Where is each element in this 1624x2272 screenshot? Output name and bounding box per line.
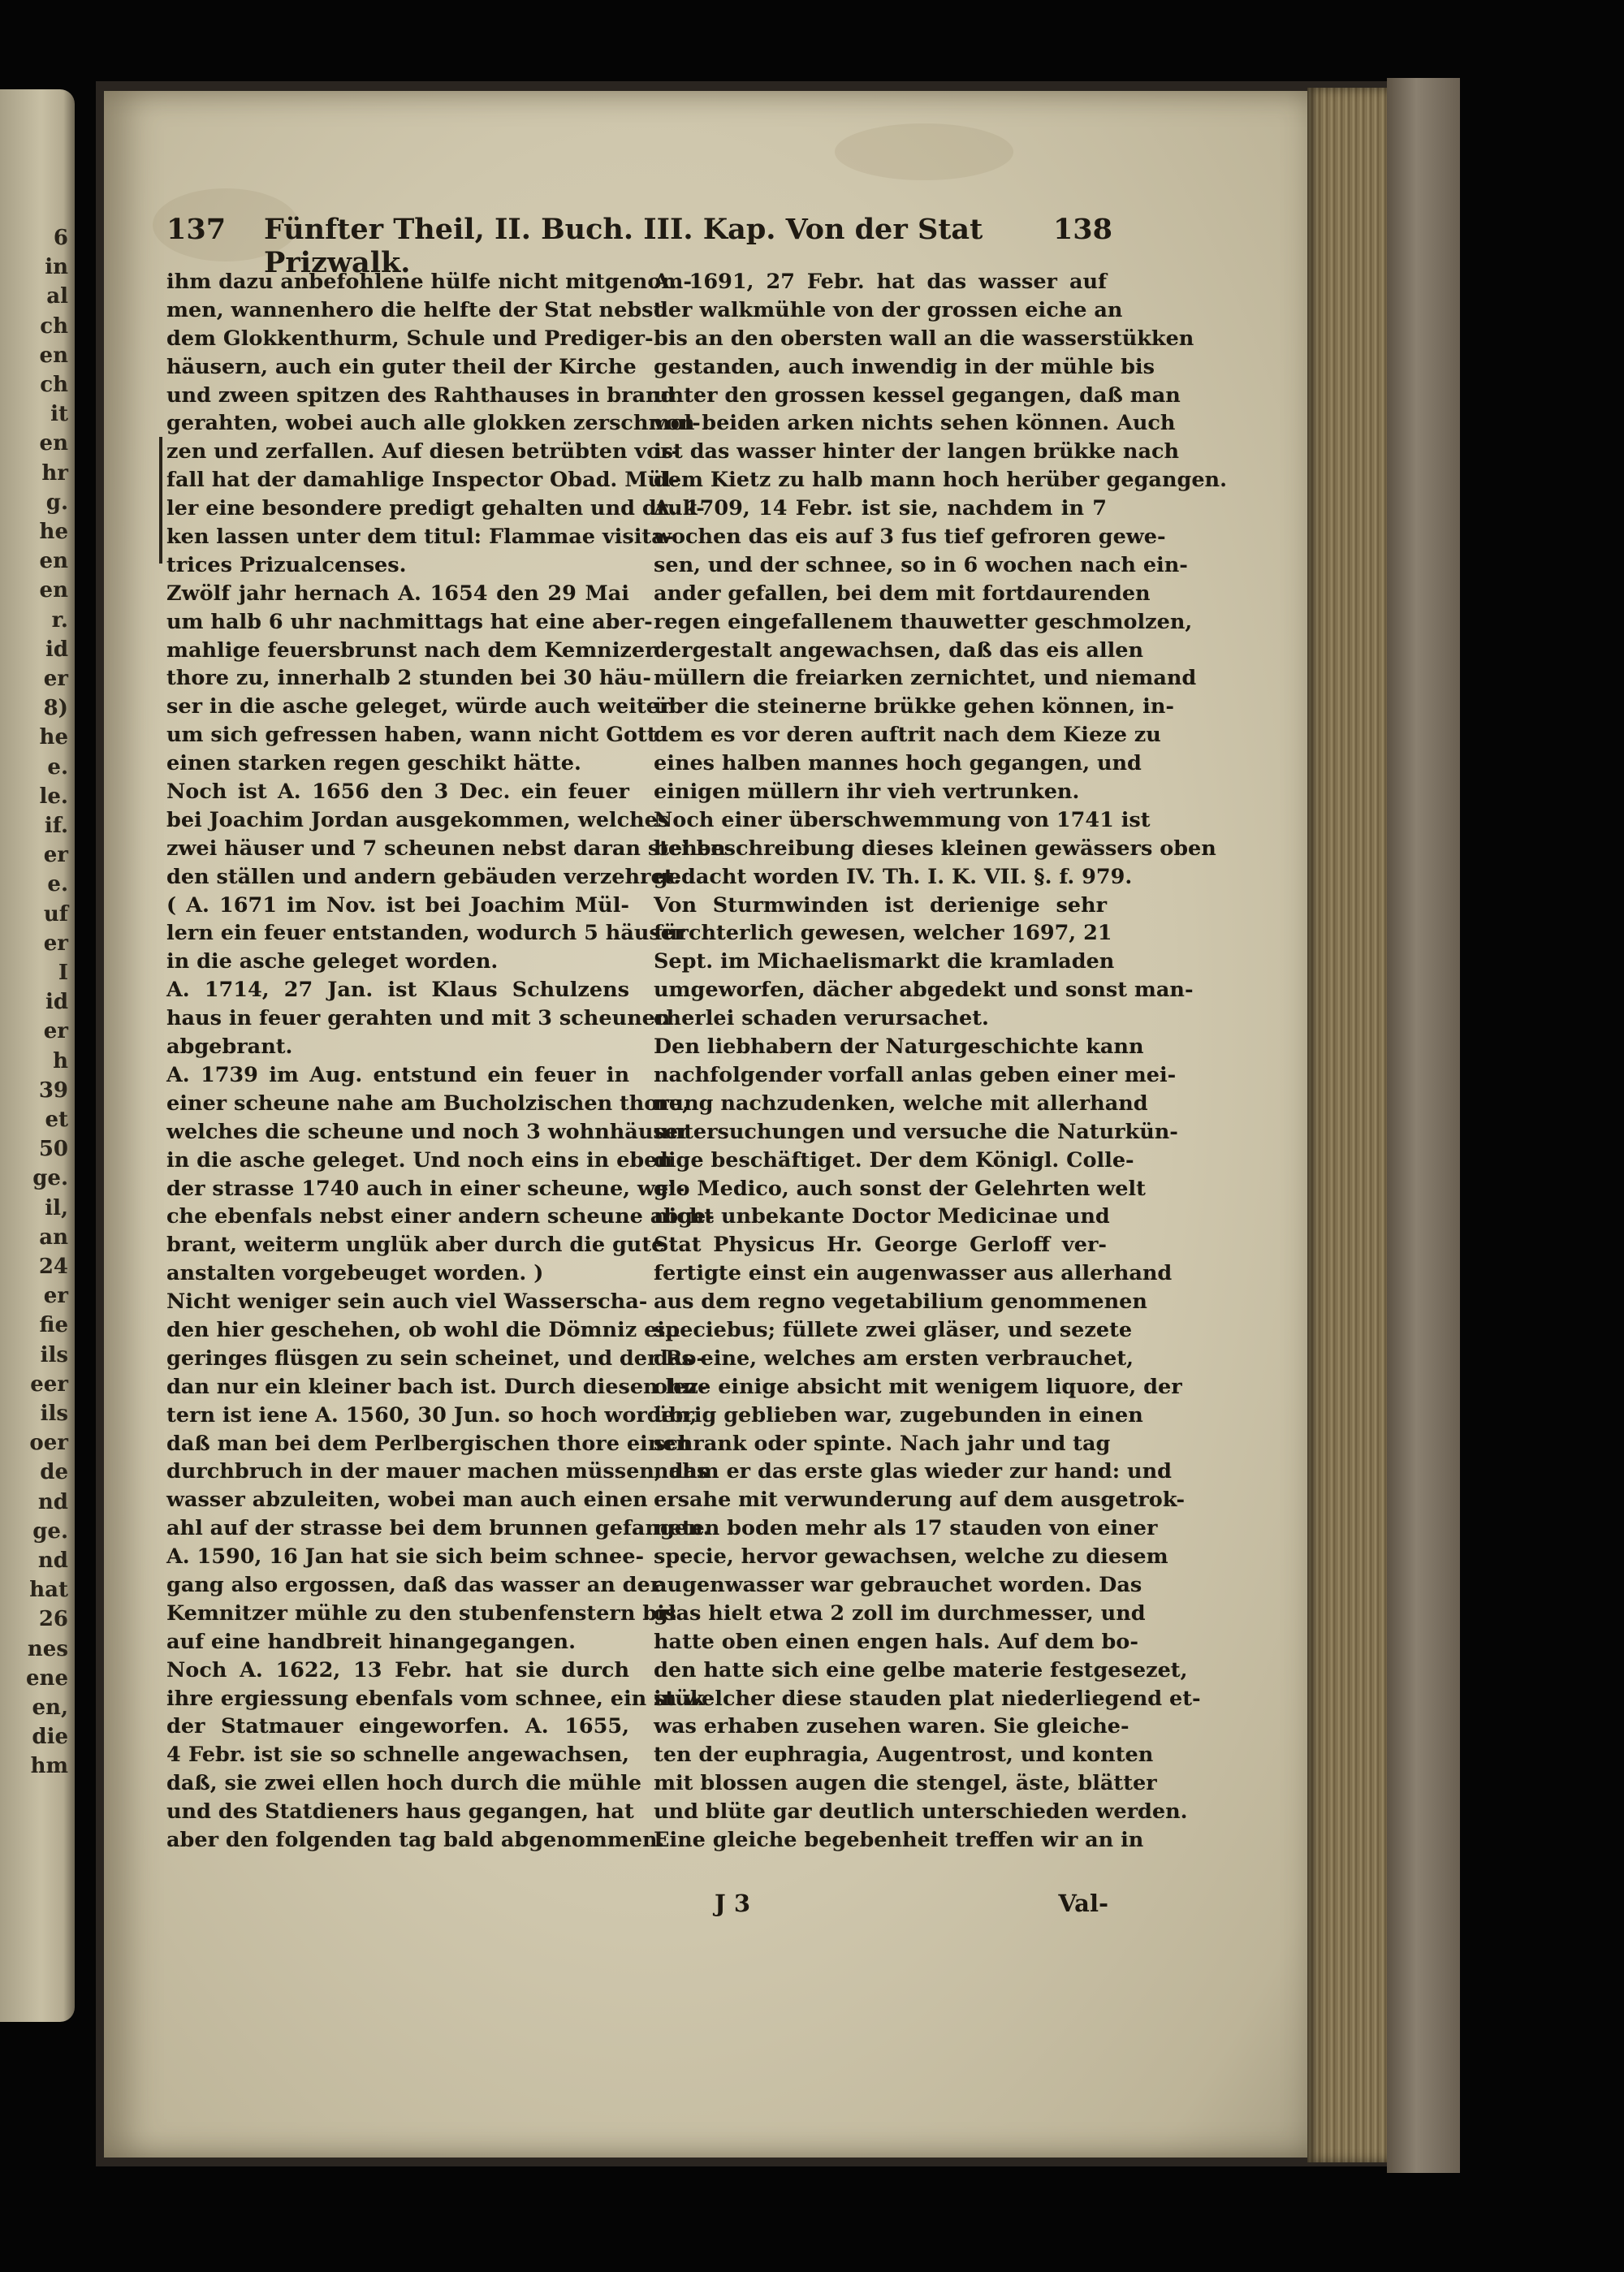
text-line: trices Prizualcenses. xyxy=(166,552,407,577)
text-line: abgebrant. xyxy=(166,1034,293,1060)
text-line: specie, hervor gewachsen, welche zu diesem xyxy=(654,1544,1168,1570)
text-column-right xyxy=(654,268,1227,1855)
text-line: glas hielt etwa 2 zoll im durchmesser, und xyxy=(654,1600,1146,1626)
text-line: A. 1590, 16 Jan hat sie sich beim schnee- xyxy=(166,1544,645,1570)
previous-page-fragment: en xyxy=(39,578,68,603)
text-line: eines halben mannes hoch gegangen, und xyxy=(654,751,1142,776)
text-line: den ställen und andern gebäuden verzehret. xyxy=(166,864,681,889)
text-line: daß man bei dem Perlbergischen thore einen xyxy=(166,1431,692,1456)
text-line: Sept. im Michaelismarkt die kramladen xyxy=(654,949,1115,974)
text-line: anstalten vorgebeuget worden. ) xyxy=(166,1261,544,1286)
text-line: übrig geblieben war, zugebunden in einen xyxy=(654,1402,1143,1428)
text-line: Zwölf jahr hernach A. 1654 den 29 Mai xyxy=(166,581,629,606)
previous-page-fragment: 39 xyxy=(38,1078,68,1103)
text-line: bis an den obersten wall an die wasserstükken xyxy=(654,326,1194,351)
text-line: brant, weiterm unglük aber durch die gute xyxy=(166,1233,665,1258)
text-line: dige beschäftiget. Der dem Königl. Colle- xyxy=(654,1147,1134,1173)
previous-page-fragment: id xyxy=(45,990,68,1015)
text-line: fertigte einst ein augenwasser aus allerhand xyxy=(654,1261,1173,1286)
text-line: über die steinerne brükke gehen können, in- xyxy=(654,694,1174,719)
previous-page-fragment: die xyxy=(32,1725,68,1750)
text-line: der Statmauer eingeworfen. A. 1655, xyxy=(166,1714,629,1739)
previous-page-fragment: ils xyxy=(40,1342,68,1367)
catchword: Val- xyxy=(1058,1890,1108,1917)
text-line: was erhaben zusehen waren. Sie gleiche- xyxy=(654,1714,1129,1739)
text-line: fürchterlich gewesen, welcher 1697, 21 xyxy=(654,921,1112,946)
previous-page-fragment: fie xyxy=(39,1313,68,1338)
previous-page-fragment: hat xyxy=(29,1578,68,1603)
text-line: bei beschreibung dieses kleinen gewässers oben xyxy=(654,836,1216,861)
previous-page-fragment: ene xyxy=(26,1665,68,1691)
text-line: wasser abzuleiten, wobei man auch einen xyxy=(166,1488,648,1513)
text-line: ihm dazu anbefohlene hülfe nicht mitgenom- xyxy=(166,270,692,294)
text-line: A. 1739 im Aug. entstund ein feuer in xyxy=(166,1062,629,1087)
text-line: unter den grossen kessel gegangen, daß man xyxy=(654,382,1181,408)
text-line: Noch A. 1622, 13 Febr. hat sie durch xyxy=(166,1657,629,1682)
text-line: um sich gefressen haben, wann nicht Gott xyxy=(166,723,657,748)
previous-page-fragment: al xyxy=(46,284,68,309)
text-line: geringes flüsgen zu sein scheinet, und der Ro- xyxy=(166,1345,706,1371)
previous-page-fragment: it xyxy=(50,402,68,427)
text-line: cherlei schaden verursachet. xyxy=(654,1006,989,1031)
text-line: gang also ergossen, daß das wasser an der xyxy=(166,1572,662,1597)
text-line: Noch ist A. 1656 den 3 Dec. ein feuer xyxy=(166,780,629,805)
text-column-left xyxy=(166,268,735,1855)
text-line: den hier geschehen, ob wohl die Dömniz ein xyxy=(166,1317,680,1342)
text-line: der walkmühle von der grossen eiche an xyxy=(654,297,1123,322)
text-line: daß, sie zwei ellen hoch durch die mühle xyxy=(166,1771,641,1796)
text-line: Den liebhabern der Naturgeschichte kann xyxy=(654,1034,1144,1060)
text-line: durchbruch in der mauer machen müssen, das xyxy=(166,1459,709,1484)
text-line: in die asche geleget. Und noch eins in eben xyxy=(166,1147,672,1173)
text-line: ten der euphragia, Augentrost, und konten xyxy=(654,1743,1154,1768)
text-line: lern ein feuer entstanden, wodurch 5 häuser xyxy=(166,921,685,946)
text-line: ken lassen unter dem titul: Flammae visita- xyxy=(166,525,674,550)
previous-page-fragment: hr xyxy=(41,460,68,486)
text-line: mahlige feuersbrunst nach dem Kemnizer xyxy=(166,637,656,663)
text-line: um halb 6 uhr nachmittags hat eine aber- xyxy=(166,609,653,634)
text-line: umgeworfen, dächer abgedekt und sonst man- xyxy=(654,978,1194,1003)
previous-page-fragment: I xyxy=(58,961,68,985)
previous-page-fragment: e. xyxy=(47,754,68,780)
margin-bracket xyxy=(159,437,162,564)
previous-page-fragment: er xyxy=(43,667,68,691)
previous-page-fragment: ge. xyxy=(32,1518,68,1544)
previous-page-fragment: le. xyxy=(39,784,68,809)
running-header xyxy=(166,213,1112,279)
text-line: und blüte gar deutlich unterschieden werden. xyxy=(654,1799,1188,1825)
text-line: ser in die asche geleget, würde auch weiter xyxy=(166,694,671,719)
text-line: neten boden mehr als 17 stauden von einer xyxy=(654,1516,1158,1541)
text-line: müllern die freiarken zernichtet, und niemand xyxy=(654,666,1197,691)
page-fore-edge xyxy=(1307,88,1389,2162)
previous-page-fragment: uf xyxy=(43,901,68,927)
text-line: ohne einige absicht mit wenigem liquore, der xyxy=(654,1374,1182,1399)
text-line: ahl auf der strasse bei dem brunnen gefangen. xyxy=(166,1516,710,1541)
text-line: zen und zerfallen. Auf diesen betrübten vor- xyxy=(166,439,680,464)
previous-page-fragment: oer xyxy=(29,1431,68,1456)
previous-page-fragment: de xyxy=(40,1460,68,1485)
previous-page-fragment: an xyxy=(39,1225,68,1250)
previous-page-fragment: ils xyxy=(40,1402,68,1426)
text-line: men, wannenhero die helfte der Stat nebst xyxy=(166,297,663,322)
text-line: einer scheune nahe am Bucholzischen thore, xyxy=(166,1091,689,1116)
text-line: Stat Physicus Hr. George Gerloff ver- xyxy=(654,1233,1107,1258)
page-number-left: 137 xyxy=(166,213,227,246)
previous-page-fragment: il, xyxy=(45,1195,68,1220)
text-line: 4 Febr. ist sie so schnelle angewachsen, xyxy=(166,1743,629,1768)
text-line: und zween spitzen des Rahthauses in brand xyxy=(166,382,676,408)
previous-page-fragment: in xyxy=(45,255,68,280)
previous-page-fragment: ge. xyxy=(32,1166,68,1191)
previous-page-fragment: id xyxy=(45,637,68,662)
text-line: von beiden arken nichts sehen können. Auch xyxy=(654,411,1176,436)
previous-page-fragment: en xyxy=(39,549,68,574)
text-line: Kemnitzer mühle zu den stubenfenstern bis xyxy=(166,1600,677,1626)
text-line: A. 1714, 27 Jan. ist Klaus Schulzens xyxy=(166,978,629,1003)
text-line: der strasse 1740 auch in einer scheune, wel- xyxy=(166,1176,685,1201)
book-cover-board xyxy=(1387,78,1460,2173)
text-line: che ebenfals nebst einer andern scheune abge- xyxy=(166,1204,715,1229)
text-line: gestanden, auch inwendig in der mühle bis xyxy=(654,354,1155,379)
text-line: dergestalt angewachsen, daß das eis allen xyxy=(654,637,1144,663)
text-line: ersahe mit verwunderung auf dem ausgetrok- xyxy=(654,1488,1186,1513)
text-line: gio Medico, auch sonst der Gelehrten welt xyxy=(654,1176,1146,1201)
text-line: dan nur ein kleiner bach ist. Durch diesen lez- xyxy=(166,1374,707,1399)
previous-page-fragment: e. xyxy=(47,872,68,897)
text-line: welches die scheune und noch 3 wohnhäuser xyxy=(166,1119,689,1144)
previous-page-fragment: 6 xyxy=(53,226,68,250)
text-line: zwei häuser und 7 scheunen nebst daran stehen- xyxy=(166,836,735,861)
previous-page-fragment: nd xyxy=(37,1489,68,1514)
text-line: dem Kietz zu halb mann hoch herüber gegangen. xyxy=(654,468,1227,493)
text-line: dem es vor deren auftrit nach dem Kieze zu xyxy=(654,723,1161,748)
text-line: ( A. 1671 im Nov. ist bei Joachim Mül- xyxy=(166,892,629,918)
text-line: augenwasser war gebrauchet worden. Das xyxy=(654,1572,1142,1597)
previous-page-fragment: en xyxy=(39,431,68,456)
text-line: häusern, auch ein guter theil der Kirche xyxy=(166,354,637,379)
text-line: nahm er das erste glas wieder zur hand: und xyxy=(654,1459,1172,1484)
text-line: in die asche geleget worden. xyxy=(166,949,499,974)
text-line: thore zu, innerhalb 2 stunden bei 30 häu- xyxy=(166,666,651,691)
text-line: A. 1691, 27 Febr. hat das wasser auf xyxy=(654,270,1107,294)
previous-page-fragment: he xyxy=(39,725,68,750)
text-line: aber den folgenden tag bald abgenommen. xyxy=(166,1827,665,1852)
previous-page-fragment: r. xyxy=(51,607,68,633)
previous-page-fragment: 8) xyxy=(43,696,68,721)
text-line: untersuchungen und versuche die Naturkün- xyxy=(654,1119,1178,1144)
text-line: nachfolgender vorfall anlas geben einer mei- xyxy=(654,1062,1177,1087)
text-line: ist das wasser hinter der langen brükke nach xyxy=(654,439,1180,464)
previous-page-fragment: if. xyxy=(44,814,68,838)
page-number-right: 138 xyxy=(1052,213,1112,246)
text-line: A. 1709, 14 Febr. ist sie, nachdem in 7 xyxy=(654,496,1107,521)
text-line: sen, und der schnee, so in 6 wochen nach ein- xyxy=(654,552,1188,577)
text-line: fall hat der damahlige Inspector Obad. Mül- xyxy=(166,468,680,493)
page-stain xyxy=(835,123,1013,180)
previous-page-fragment: hm xyxy=(30,1754,68,1779)
page-footer xyxy=(715,1890,1108,1922)
text-line: hatte oben einen engen hals. Auf dem bo- xyxy=(654,1629,1138,1654)
previous-page-fragment: he xyxy=(39,520,68,544)
previous-page-fragment: et xyxy=(45,1108,68,1132)
text-line: in welcher diese stauden plat niederliegend et- xyxy=(654,1686,1201,1711)
text-line: speciebus; füllete zwei gläser, und sezete xyxy=(654,1317,1133,1342)
previous-page-fragment: 26 xyxy=(38,1607,68,1632)
text-line: Von Sturmwinden ist derienige sehr xyxy=(654,892,1107,918)
text-line: mit blossen augen die stengel, äste, blätter xyxy=(654,1771,1157,1796)
previous-page-fragment: nes xyxy=(27,1636,68,1661)
previous-page-fragment: en, xyxy=(32,1695,68,1720)
previous-page-fragment: nd xyxy=(37,1549,68,1573)
text-line: bei Joachim Jordan ausgekommen, welches xyxy=(166,807,670,832)
running-title: Fünfter Theil, II. Buch. III. Kap. Von der Stat Prizwalk. xyxy=(264,213,983,279)
previous-page-fragment: eer xyxy=(30,1371,68,1397)
text-line: ihre ergiessung ebenfals vom schnee, ein stük xyxy=(166,1686,705,1711)
previous-page-fragment: 24 xyxy=(38,1255,68,1279)
text-line: ler eine besondere predigt gehalten und druk- xyxy=(166,496,705,521)
text-line: gedacht worden IV. Th. I. K. VII. §. f. 979. xyxy=(654,864,1133,889)
text-line: aus dem regno vegetabilium genommenen xyxy=(654,1289,1147,1315)
previous-page-fragment: g. xyxy=(45,490,68,515)
text-line: den hatte sich eine gelbe materie festgesezet, xyxy=(654,1657,1188,1682)
text-line: das eine, welches am ersten verbrauchet, xyxy=(654,1345,1134,1371)
text-line: Noch einer überschwemmung von 1741 ist xyxy=(654,807,1151,832)
text-line: einen starken regen geschikt hätte. xyxy=(166,751,581,776)
text-line: gerahten, wobei auch alle glokken zerschmol- xyxy=(166,411,701,436)
signature-mark: J 3 xyxy=(715,1890,750,1917)
text-line: ander gefallen, bei dem mit fortdaurenden xyxy=(654,581,1151,606)
previous-page-fragment: ch xyxy=(40,313,68,339)
previous-page-fragment: 50 xyxy=(38,1137,68,1162)
previous-page-fragment: en xyxy=(39,343,68,368)
text-line: haus in feuer gerahten und mit 3 scheunen xyxy=(166,1006,671,1031)
previous-page-fragment: er xyxy=(43,843,68,868)
text-line: Nicht weniger sein auch viel Wasserscha- xyxy=(166,1289,648,1315)
text-line: nung nachzudenken, welche mit allerhand xyxy=(654,1091,1148,1116)
text-line: regen eingefallenem thauwetter geschmolzen, xyxy=(654,609,1193,634)
previous-page-fragment: er xyxy=(43,931,68,956)
text-line: auf eine handbreit hinangegangen. xyxy=(166,1629,576,1654)
text-line: und des Statdieners haus gegangen, hat xyxy=(166,1799,634,1825)
text-line: wochen das eis auf 3 fus tief gefroren gewe- xyxy=(654,525,1166,550)
previous-page-fragment: er xyxy=(43,1284,68,1309)
previous-page-fragment: er xyxy=(43,1019,68,1044)
text-line: dem Glokkenthurm, Schule und Prediger- xyxy=(166,326,654,351)
text-line: Eine gleiche begebenheit treffen wir an in xyxy=(654,1827,1144,1852)
text-line: schrank oder spinte. Nach jahr und tag xyxy=(654,1431,1111,1456)
previous-page-fragment: ch xyxy=(40,373,68,397)
previous-page-edge xyxy=(0,89,75,2022)
text-line: einigen müllern ihr vieh vertrunken. xyxy=(654,780,1080,805)
previous-page-fragment: h xyxy=(53,1048,68,1073)
text-line: nicht unbekante Doctor Medicinae und xyxy=(654,1204,1110,1229)
text-line: tern ist iene A. 1560, 30 Jun. so hoch worden, xyxy=(166,1402,698,1428)
